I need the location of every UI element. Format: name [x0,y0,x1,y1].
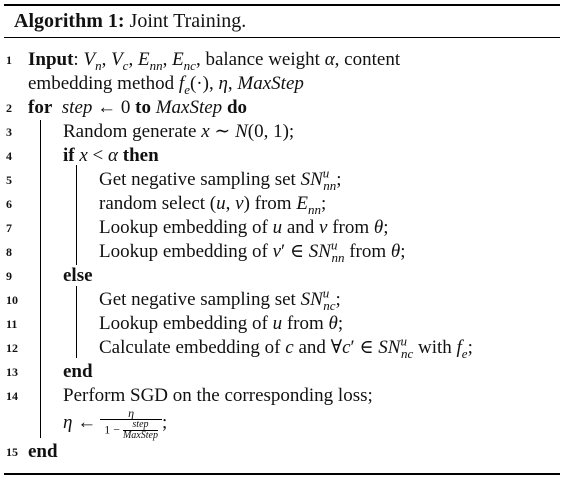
line-7-text-c: from [332,217,370,238]
line-text: Lookup embedding of v′ ∈ $SN^u_{nn}$ from θ; [99,237,406,265]
keyword-end-if: end [63,361,93,382]
line-text: for step ← 0 to MaxStep do [28,97,248,118]
line-text: random select (u, v) from $E_{nn}$; [99,193,327,217]
line-1-text-a: balance weight [205,49,320,70]
algorithm-title [14,8,246,34]
line-10-text: Get negative sampling set [99,289,296,310]
eta-update-formula: η ← η 1 − step MaxStep ; [63,405,168,441]
line-number: 6 [6,197,12,211]
line-number: 10 [6,293,18,307]
line-7-text-b: and [286,217,315,238]
line-text: Random generate x ∼ N(0, 1); [63,121,295,142]
if-block-bar [76,165,77,265]
line-number: 9 [6,269,12,283]
line-7-text-a: Lookup embedding of [99,217,268,238]
line-1-text-c: embedding method [28,73,175,94]
line-5-text: Get negative sampling set [99,169,296,190]
keyword-then: then [122,145,159,166]
line-3-text: Random generate [63,121,197,142]
line-number: 5 [6,173,12,187]
line-number: 15 [6,445,18,459]
line-12-text-c: with [417,337,452,358]
line-number: 11 [6,317,18,331]
line-6-text-b: from [254,193,292,214]
line-number: 14 [6,389,18,403]
title-rule [4,37,560,38]
keyword-for: for [28,97,53,118]
line-8-text-a: Lookup embedding of [99,241,268,262]
algorithm-name: Joint Training. [129,10,247,32]
keyword-input: Input [28,49,74,70]
line-number: 4 [6,149,12,163]
line-number: 12 [6,341,18,355]
for-block-bar [40,120,41,438]
line-text: Perform SGD on the corresponding loss; [63,385,373,406]
algorithm-label: Algorithm 1: [14,10,125,32]
top-rule [4,4,560,6]
keyword-else: else [63,265,93,286]
line-text: if x < α then [63,145,159,166]
line-number: 3 [6,125,12,139]
line-number: 8 [6,245,12,259]
line-number: 1 [6,53,12,67]
line-8-text-b: from [349,241,387,262]
bottom-rule [4,473,560,475]
keyword-end-for: end [28,441,58,462]
line-text: embedding method $f_e(\cdot)$, η, MaxStep [28,73,304,97]
line-12-text-a: Calculate embedding of [99,337,281,358]
line-number: 7 [6,221,12,235]
keyword-if: if [63,145,75,166]
else-block-bar [76,286,77,358]
keyword-to: to [135,97,151,118]
line-1-text-b: , content [334,49,401,70]
line-number: 2 [6,101,12,115]
line-text: Lookup embedding of u from θ; [99,313,344,334]
line-text: Get negative sampling set $SN^u_{nn}$; [99,165,342,193]
line-text: Calculate embedding of c and ∀c′ ∈ $SN^u_{nc}$ with $f_e$; [99,333,473,361]
line-12-text-b: and [298,337,326,358]
line-text: Get negative sampling set $SN^u_{nc}$; [99,285,341,313]
line-6-text-a: random select [99,193,206,214]
line-11-text-a: Lookup embedding of [99,313,268,334]
keyword-do: do [226,97,248,118]
line-text: Lookup embedding of u and v from θ; [99,217,389,238]
line-text: Input: $V_n$, $V_c$, $E_{nn}$, $E_{nc}$, balance weight α, content [28,49,401,73]
line-number: 13 [6,365,18,379]
line-11-text-b: from [286,313,324,334]
